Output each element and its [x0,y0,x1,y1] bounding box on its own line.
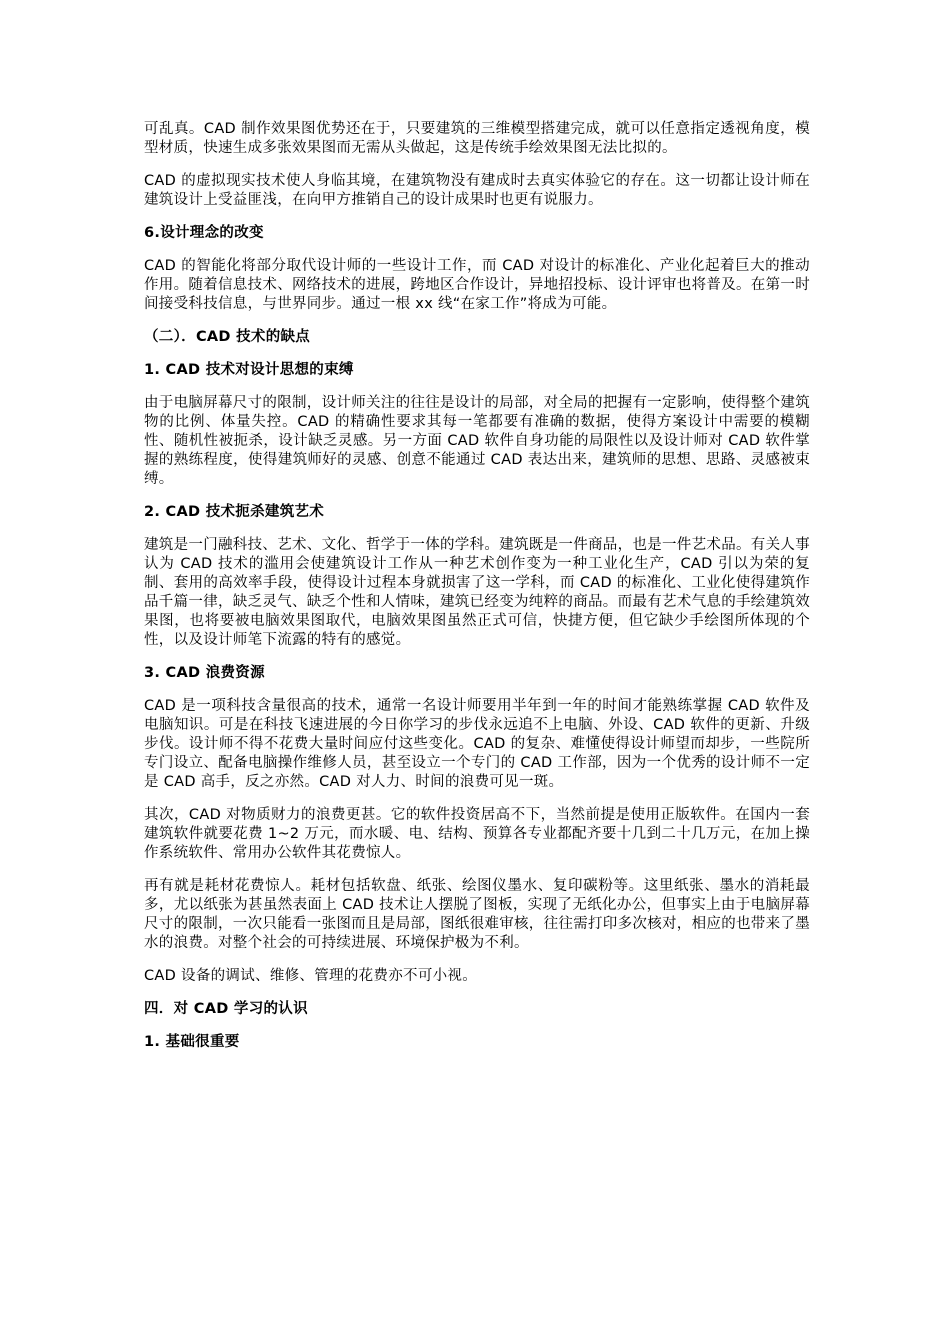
heading-design-constraint: 1. CAD 技术对设计思想的束缚 [144,362,354,378]
paragraph-consumables-waste: 再有就是耗材花费惊人。耗材包括软盘、纸张、绘图仪墨水、复印碳粉等。这里纸张、墨水的消耗最多，尤以纸张为甚虽然表面上 CAD 技术让人摆脱了图板，实现了无纸化办公，但事实上由于电脑屏幕尺寸的限制，一次只能看一张图而且是局部，图纸很难审核，往往需打印多次核对，相应的也带来了墨水的浪费。对整个社会的可持续进展、环境保护极为不利。 [144,878,810,951]
paragraph-architecture-art: 建筑是一门融科技、艺术、文化、哲学于一体的学科。建筑既是一件商品，也是一件艺术品。有关人事认为 CAD 技术的滥用会使建筑设计工作从一种艺术创作变为一种工业化生产，CAD 引以为荣的复制、套用的高效率手段，使得设计过程本身就损害了这一学科，而 CAD 的标准化、工业化使得建筑作品千篇一律，缺乏灵气、缺乏个性和人情味，建筑已经变为纯粹的商品。而最有艺术气息的手绘建筑效果图，也将要被电脑效果图取代，电脑效果图虽然正式可信，快捷方便，但它缺少手绘图所体现的个性，以及设计师笔下流露的特有的感觉。 [144,537,810,648]
heading-cad-disadvantages: （二）．CAD 技术的缺点 [144,329,311,345]
heading-basics-important: 1. 基础很重要 [144,1034,240,1050]
heading-waste-resources: 3. CAD 浪费资源 [144,665,265,681]
paragraph-virtual-reality: CAD 的虚拟现实技术使人身临其境，在建筑物没有建成时去真实体验它的存在。这一切都让设计师在建筑设计上受益匪浅，在向甲方推销自己的设计成果时也更有说服力。 [144,173,810,208]
paragraph-intelligence: CAD 的智能化将部分取代设计师的一些设计工作，而 CAD 对设计的标准化、产业化起着巨大的推动作用。随着信息技术、网络技术的进展，跨地区合作设计，异地招投标、设计评审也将普及。在第一时间接受科技信息，与世界同步。通过一根 xx 线“在家工作”将成为可能。 [144,258,810,312]
paragraph-human-time-waste: CAD 是一项科技含量很高的技术，通常一名设计师要用半年到一年的时间才能熟练掌握 CAD 软件及电脑知识。可是在科技飞速进展的今日你学习的步伐永远追不上电脑、外设、CAD 软件的更新、升级步伐。设计师不得不花费大量时间应付这些变化。CAD 的复杂、难懂使得设计师望而却步，一些院所专门设立、配备电脑操作维修人员，甚至设立一个专门的 CAD 工作部，因为一个优秀的设计师不一定是 CAD 高手，反之亦然。CAD 对人力、时间的浪费可见一斑。 [144,698,810,790]
paragraph-maintenance-cost: CAD 设备的调试、维修、管理的花费亦不可小视。 [144,968,478,984]
paragraph-financial-waste: 其次，CAD 对物质财力的浪费更甚。它的软件投资居高不下，当然前提是使用正版软件。在国内一套建筑软件就要花费 1~2 万元，而水暖、电、结构、预算各专业都配齐要十几到二十几万元，在加上操作系统软件、常用办公软件其花费惊人。 [144,807,810,861]
heading-cad-learning: 四．对 CAD 学习的认识 [144,1001,308,1017]
paragraph-effect-drawing-advantage: 可乱真。CAD 制作效果图优势还在于，只要建筑的三维模型搭建完成，就可以任意指定透视角度，模型材质，快速生成多张效果图而无需从头做起，这是传统手绘效果图无法比拟的。 [144,121,810,156]
heading-design-concept-change: 6.设计理念的改变 [144,225,264,241]
paragraph-screen-limit: 由于电脑屏幕尺寸的限制，设计师关注的往往是设计的局部，对全局的把握有一定影响，使得整个建筑物的比例、体量失控。CAD 的精确性要求其每一笔都要有准确的数据，使得方案设计中需要的模糊性、随机性被扼杀，设计缺乏灵感。另一方面 CAD 软件自身功能的局限性以及设计师对 CAD 软件掌握的熟练程度，使得建筑师好的灵感、创意不能通过 CAD 表达出来，建筑师的思想、思路、灵感被束缚。 [144,395,810,487]
heading-kills-architecture-art: 2. CAD 技术扼杀建筑艺术 [144,504,325,520]
